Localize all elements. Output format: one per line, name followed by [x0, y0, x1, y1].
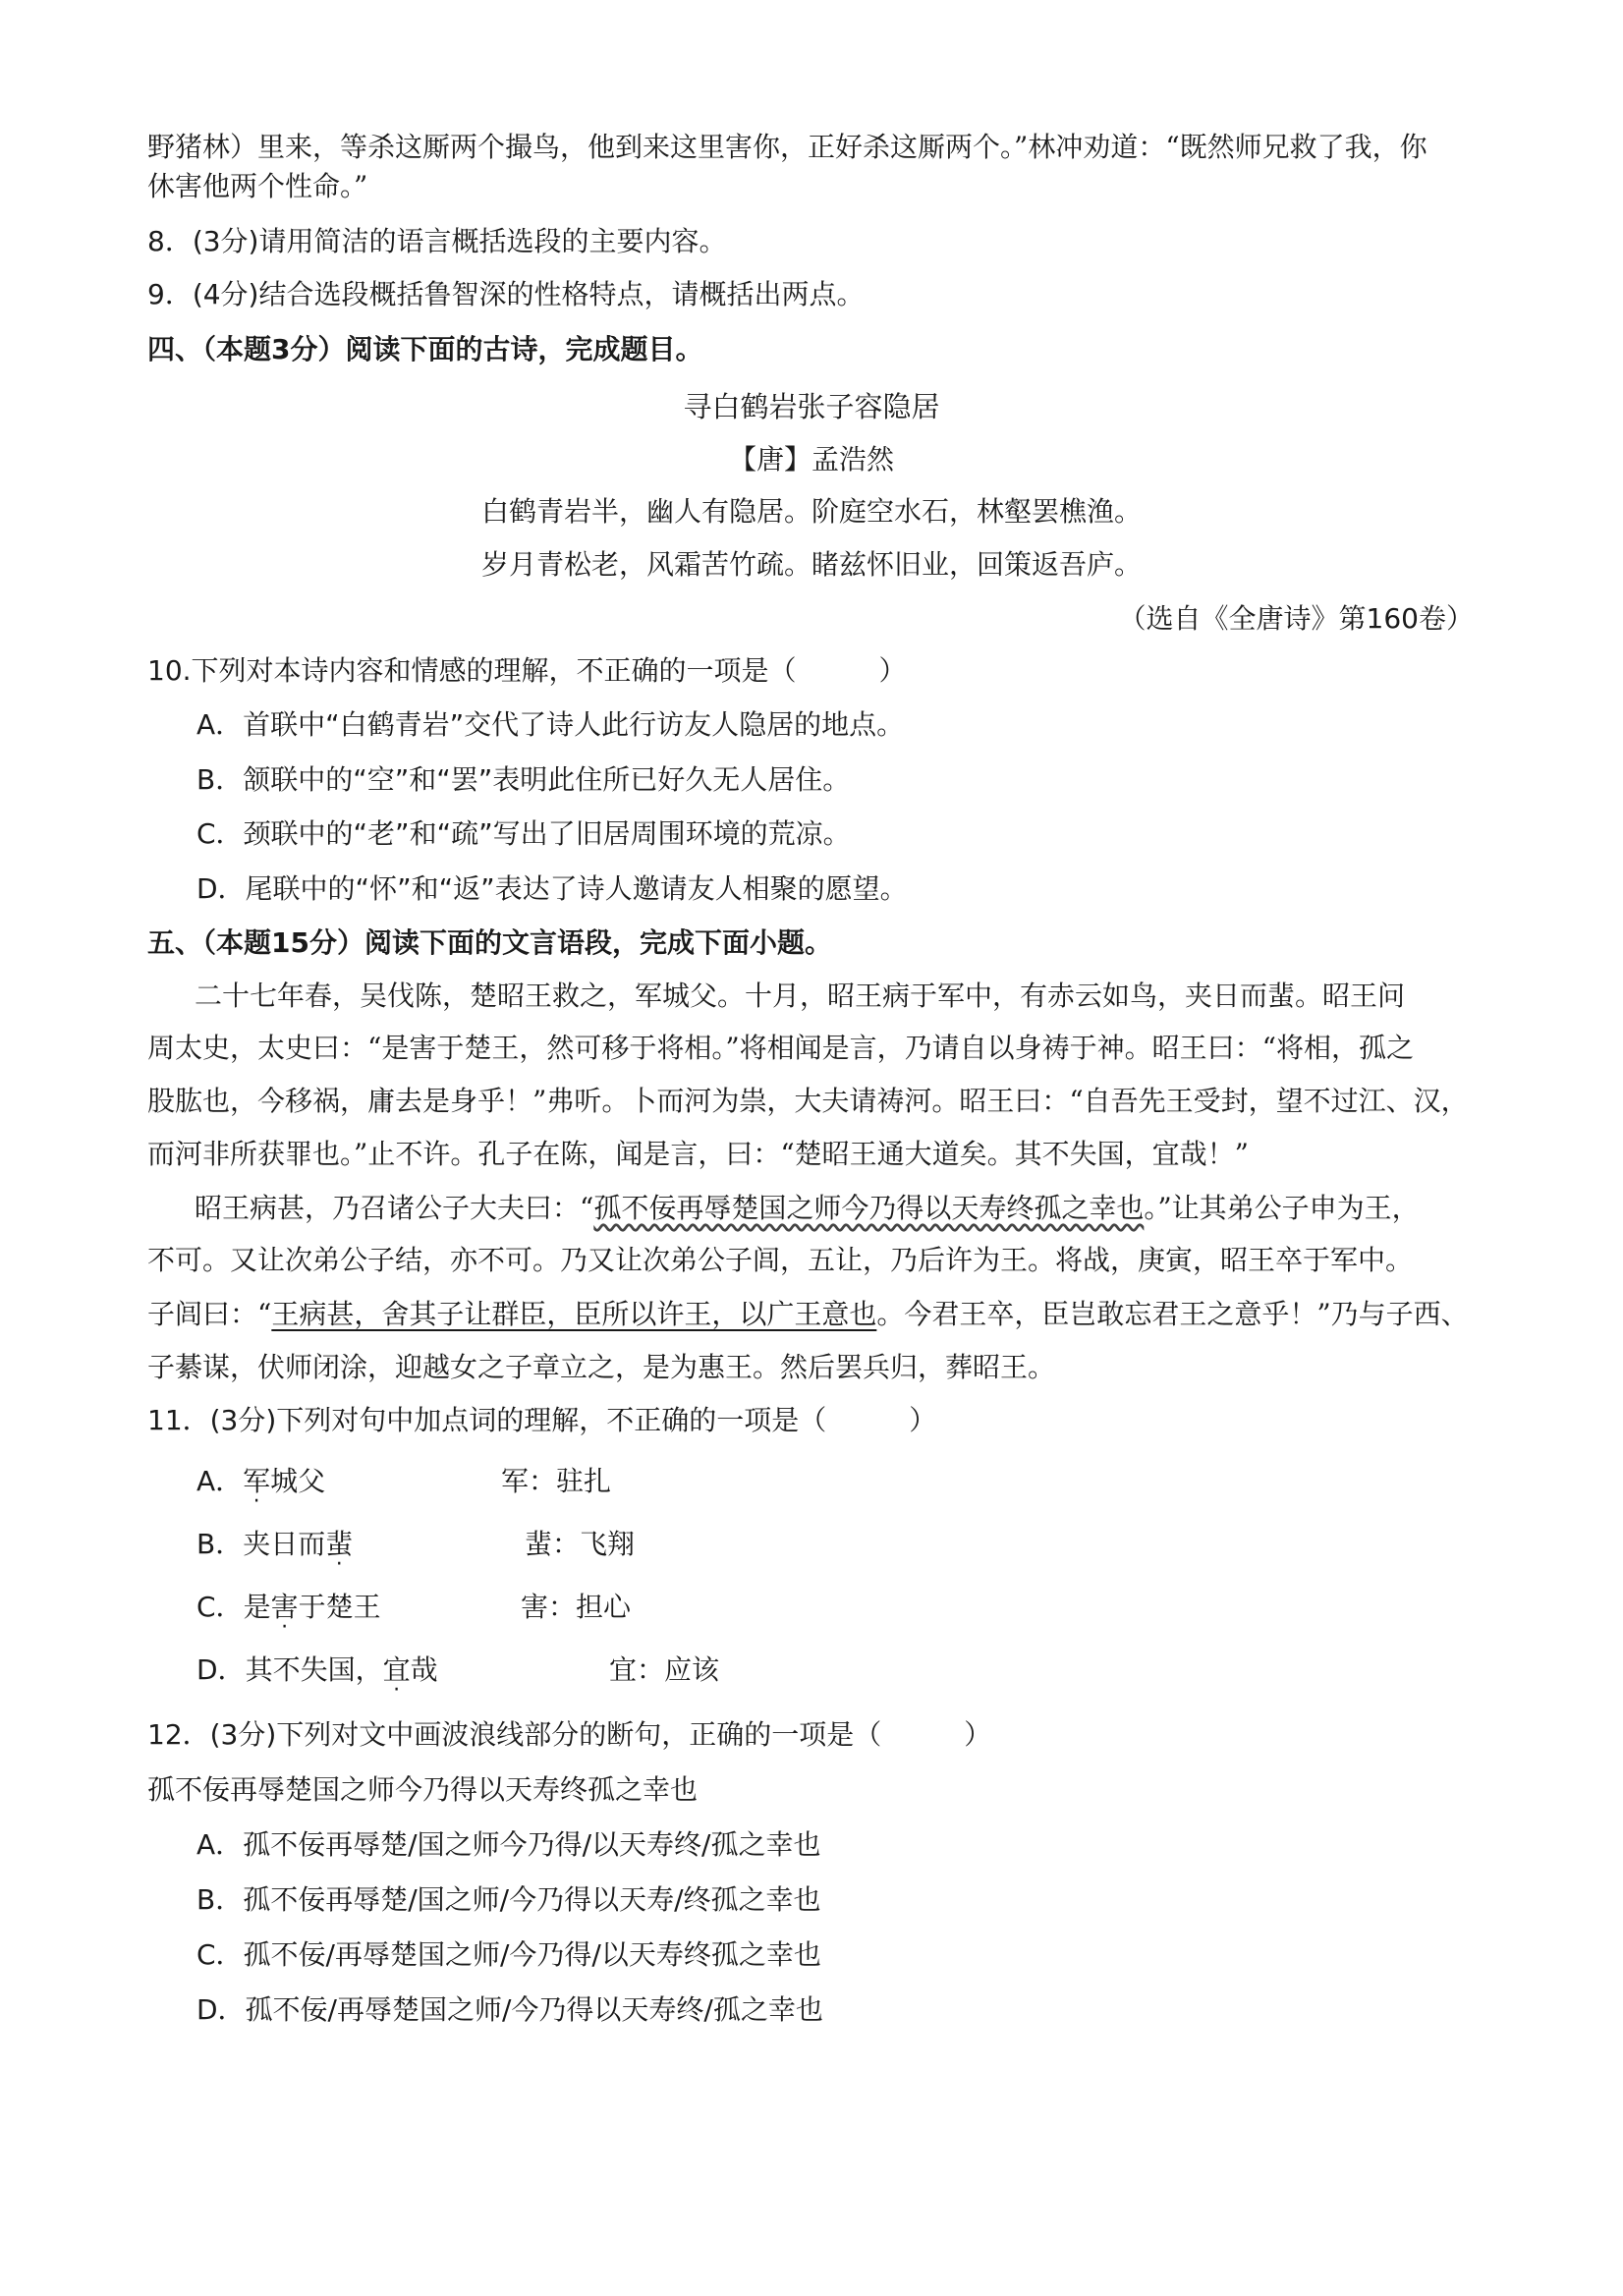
question-12-sentence: 孤不佞再辱楚国之师今乃得以天寿终孤之幸也	[147, 1773, 699, 1806]
question-12-option-c: C．孤不佞/再辱楚国之师/今乃得/以天寿终孤之幸也	[196, 1938, 821, 1971]
section-5-heading: 五、（本题15分）阅读下面的文言语段，完成下面小题。	[147, 926, 832, 959]
text-line: 休害他两个性命。”	[147, 170, 368, 202]
passage-line: 周太史，太史曰：“是害于楚王，然可移于将相。”将相闻是言，乃请自以身祷于神。昭王曰：“将相，孤之	[147, 1032, 1414, 1064]
passage-line: 二十七年春，吴伐陈，楚昭王救之，军城父。十月，昭王病于军中，有赤云如鸟，夹日而蜚。昭王问	[195, 980, 1406, 1012]
question-11-option-a: A．军城父	[196, 1465, 326, 1497]
question-10-option-c: C．颈联中的“老”和“疏”写出了旧居周围环境的荒凉。	[196, 817, 851, 850]
dotted-word: 害	[270, 1591, 299, 1623]
poem-source: （选自《全唐诗》第160卷）	[1118, 602, 1474, 635]
poem-line: 白鹤青岩半，幽人有隐居。阶庭空水石，林壑罢樵渔。	[480, 495, 1142, 528]
question-12-option-b: B．孤不佞再辱楚/国之师/今乃得以天寿/终孤之幸也	[196, 1883, 821, 1916]
section-4-heading: 四、（本题3分）阅读下面的古诗，完成题目。	[147, 333, 703, 365]
question-11-stem: 11．(3分)下列对句中加点词的理解，不正确的一项是（ ）	[147, 1404, 937, 1436]
dotted-word: 宜	[382, 1653, 411, 1686]
question-11-option-b: B．夹日而蜚	[196, 1528, 354, 1560]
poem-title: 寻白鹤岩张子容隐居	[683, 390, 940, 423]
passage-text: 昭王病甚，乃召诸公子大夫曰：“	[195, 1192, 594, 1224]
poem-line: 岁月青松老，风霜苦竹疏。睹兹怀旧业，回策返吾庐。	[480, 548, 1142, 581]
passage-line: 股肱也，今移祸，庸去是身乎！”弗听。卜而河为祟，大夫请祷河。昭王曰：“自吾先王受封，望不过江、汉，	[147, 1085, 1469, 1117]
question-10-stem: 10.下列对本诗内容和情感的理解，不正确的一项是（ ）	[147, 654, 907, 687]
passage-line: 子綦谋，伏师闭涂，迎越女之子章立之，是为惠王。然后罢兵归，葬昭王。	[147, 1351, 1056, 1383]
question-11-gloss-c: 害：担心	[521, 1591, 632, 1623]
question-10-option-b: B．颔联中的“空”和“罢”表明此住所已好久无人居住。	[196, 763, 851, 796]
question-12-stem: 12．(3分)下列对文中画波浪线部分的断句，正确的一项是（ ）	[147, 1718, 992, 1751]
wavy-underlined-sentence: 孤不佞再辱楚国之师今乃得以天寿终孤之幸也	[593, 1192, 1145, 1224]
passage-text: 。”让其弟公子申为王，	[1144, 1192, 1420, 1224]
passage-text: 子闾曰：“	[147, 1298, 272, 1330]
dotted-word: 蜚	[325, 1528, 354, 1560]
question-12-option-d: D．孤不佞/再辱楚国之师/今乃得以天寿终/孤之幸也	[196, 1993, 823, 2026]
passage-line	[195, 1191, 1420, 1226]
text-line: 野猪林）里来，等杀这厮两个撮鸟，他到来这里害你，正好杀这厮两个。”林冲劝道：“既然师兄救了我，你	[147, 131, 1427, 163]
question-11-gloss-b: 蜚：飞翔	[525, 1528, 636, 1560]
underlined-sentence: 王病甚，舍其子让群臣，臣所以许王，以广王意也	[271, 1298, 877, 1330]
passage-line: 不可。又让次弟公子结，亦不可。乃又让次弟公子闾，五让，乃后许为王。将战，庚寅，昭王卒于军中。	[147, 1244, 1414, 1276]
question-11-gloss-d: 宜：应该	[609, 1653, 720, 1686]
question-11-gloss-a: 军：驻扎	[501, 1465, 612, 1497]
question-10-option-a: A．首联中“白鹤青岩”交代了诗人此行访友人隐居的地点。	[196, 708, 905, 741]
poem-author: 【唐】孟浩然	[728, 443, 894, 476]
question-10-option-d: D．尾联中的“怀”和“返”表达了诗人邀请友人相聚的愿望。	[196, 872, 908, 905]
question-12-option-a: A．孤不佞再辱楚/国之师今乃得/以天寿终/孤之幸也	[196, 1828, 821, 1861]
question-9: 9．(4分)结合选段概括鲁智深的性格特点，请概括出两点。	[147, 278, 865, 310]
question-8: 8．(3分)请用简洁的语言概括选段的主要内容。	[147, 225, 727, 257]
passage-line: 而河非所获罪也。”止不许。孔子在陈，闻是言，曰：“楚昭王通大道矣。其不失国，宜哉！”	[147, 1138, 1249, 1170]
passage-text: 。今君王卒，臣岂敢忘君王之意乎！”乃与子西、	[876, 1298, 1469, 1330]
dotted-word: 军	[243, 1465, 271, 1497]
passage-line	[147, 1297, 1469, 1332]
question-11-option-c: C．是害于楚王	[196, 1591, 381, 1623]
question-11-option-d: D．其不失国，宜哉	[196, 1653, 438, 1686]
